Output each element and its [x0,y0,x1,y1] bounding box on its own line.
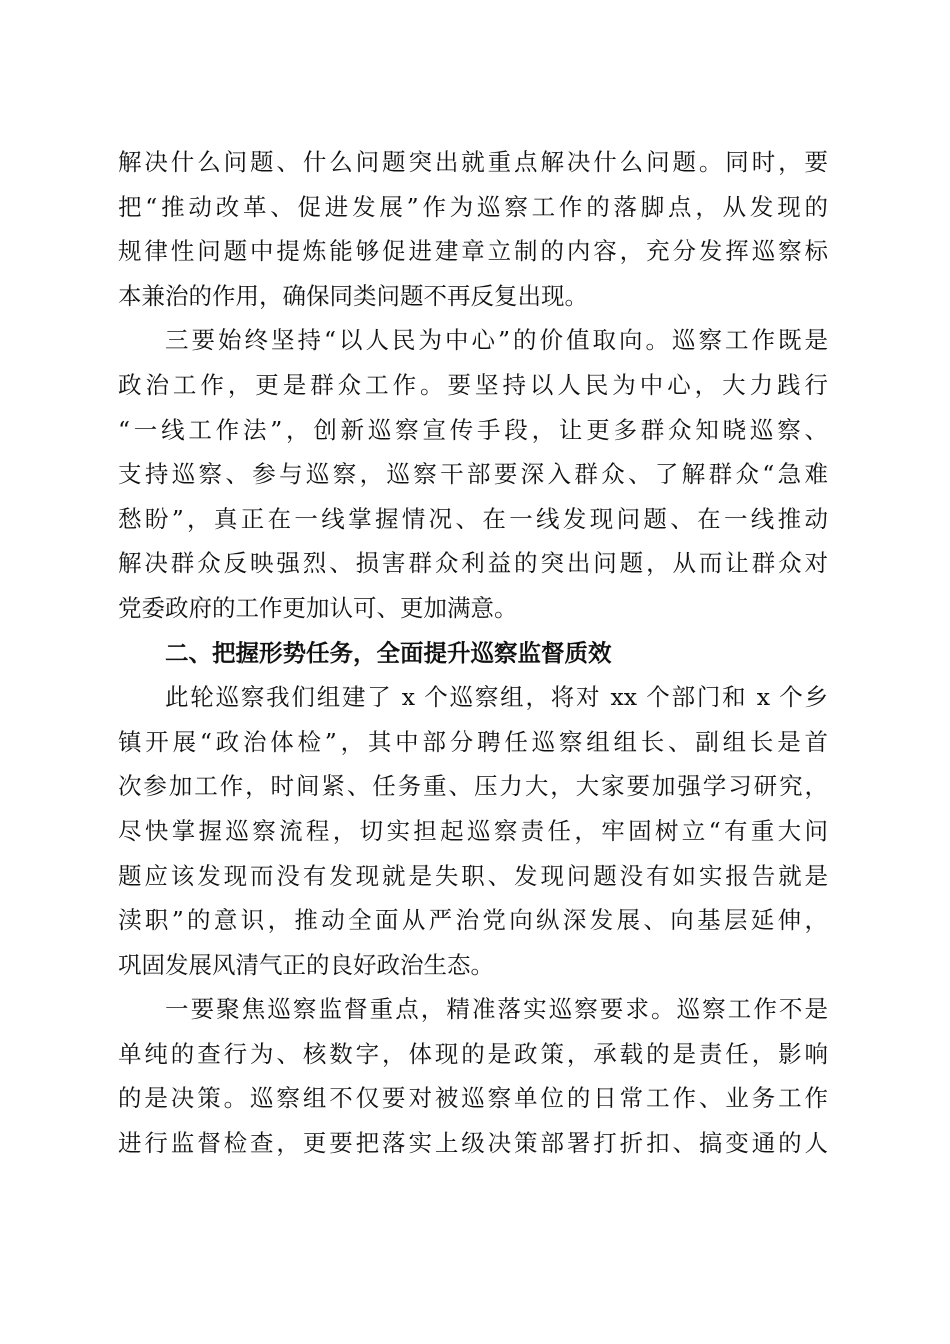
paragraph-3-line-6: 渎职”的意识，推动全面从严治党向纵深发展、向基层延伸， [118,906,828,935]
paragraph-2-line-2: 政治工作，更是群众工作。要坚持以人民为中心，大力践行 [118,370,828,399]
paragraph-3-line-1: 此轮巡察我们组建了 x 个巡察组，将对 xx 个部门和 x 个乡 [165,683,828,712]
paragraph-2-line-7: 党委政府的工作更加认可、更加满意。 [118,593,518,622]
paragraph-4-line-4: 进行监督检查，更要把落实上级决策部署打折扣、搞变通的人 [118,1129,828,1158]
paragraph-3-line-2: 镇开展“政治体检”，其中部分聘任巡察组组长、副组长是首 [118,727,828,756]
paragraph-4-line-3: 的是决策。巡察组不仅要对被巡察单位的日常工作、业务工作 [118,1084,828,1113]
paragraph-4-line-1: 一要聚焦巡察监督重点，精准落实巡察要求。巡察工作不是 [165,995,828,1024]
paragraph-2-line-5: 愁盼”，真正在一线掌握情况、在一线发现问题、在一线推动 [118,504,828,533]
document-body [118,140,828,1166]
paragraph-3-line-7: 巩固发展风清气正的良好政治生态。 [118,950,494,979]
paragraph-3-line-3: 次参加工作，时间紧、任务重、压力大，大家要加强学习研究， [118,772,828,801]
paragraph-2-line-4: 支持巡察、参与巡察，巡察干部要深入群众、了解群众“急难 [118,460,828,489]
paragraph-1-line-4: 本兼治的作用，确保同类问题不再反复出现。 [118,281,588,310]
paragraph-2-line-1: 三要始终坚持“以人民为中心”的价值取向。巡察工作既是 [165,326,828,355]
section-heading: 二、把握形势任务，全面提升巡察监督质效 [165,638,612,667]
paragraph-3-line-5: 题应该发现而没有发现就是失职、发现问题没有如实报告就是 [118,861,828,890]
paragraph-2-line-6: 解决群众反映强烈、损害群众利益的突出问题，从而让群众对 [118,549,828,578]
paragraph-3-line-4: 尽快掌握巡察流程，切实担起巡察责任，牢固树立“有重大问 [118,816,828,845]
paragraph-1-line-3: 规律性问题中提炼能够促进建章立制的内容，充分发挥巡察标 [118,237,828,266]
paragraph-2-line-3: “一线工作法”，创新巡察宣传手段，让更多群众知晓巡察、 [118,415,828,444]
paragraph-4-line-2: 单纯的查行为、核数字，体现的是政策，承载的是责任，影响 [118,1039,828,1068]
paragraph-1-line-2: 把“推动改革、促进发展”作为巡察工作的落脚点，从发现的 [118,192,828,221]
paragraph-1-line-1: 解决什么问题、什么问题突出就重点解决什么问题。同时，要 [118,148,828,176]
